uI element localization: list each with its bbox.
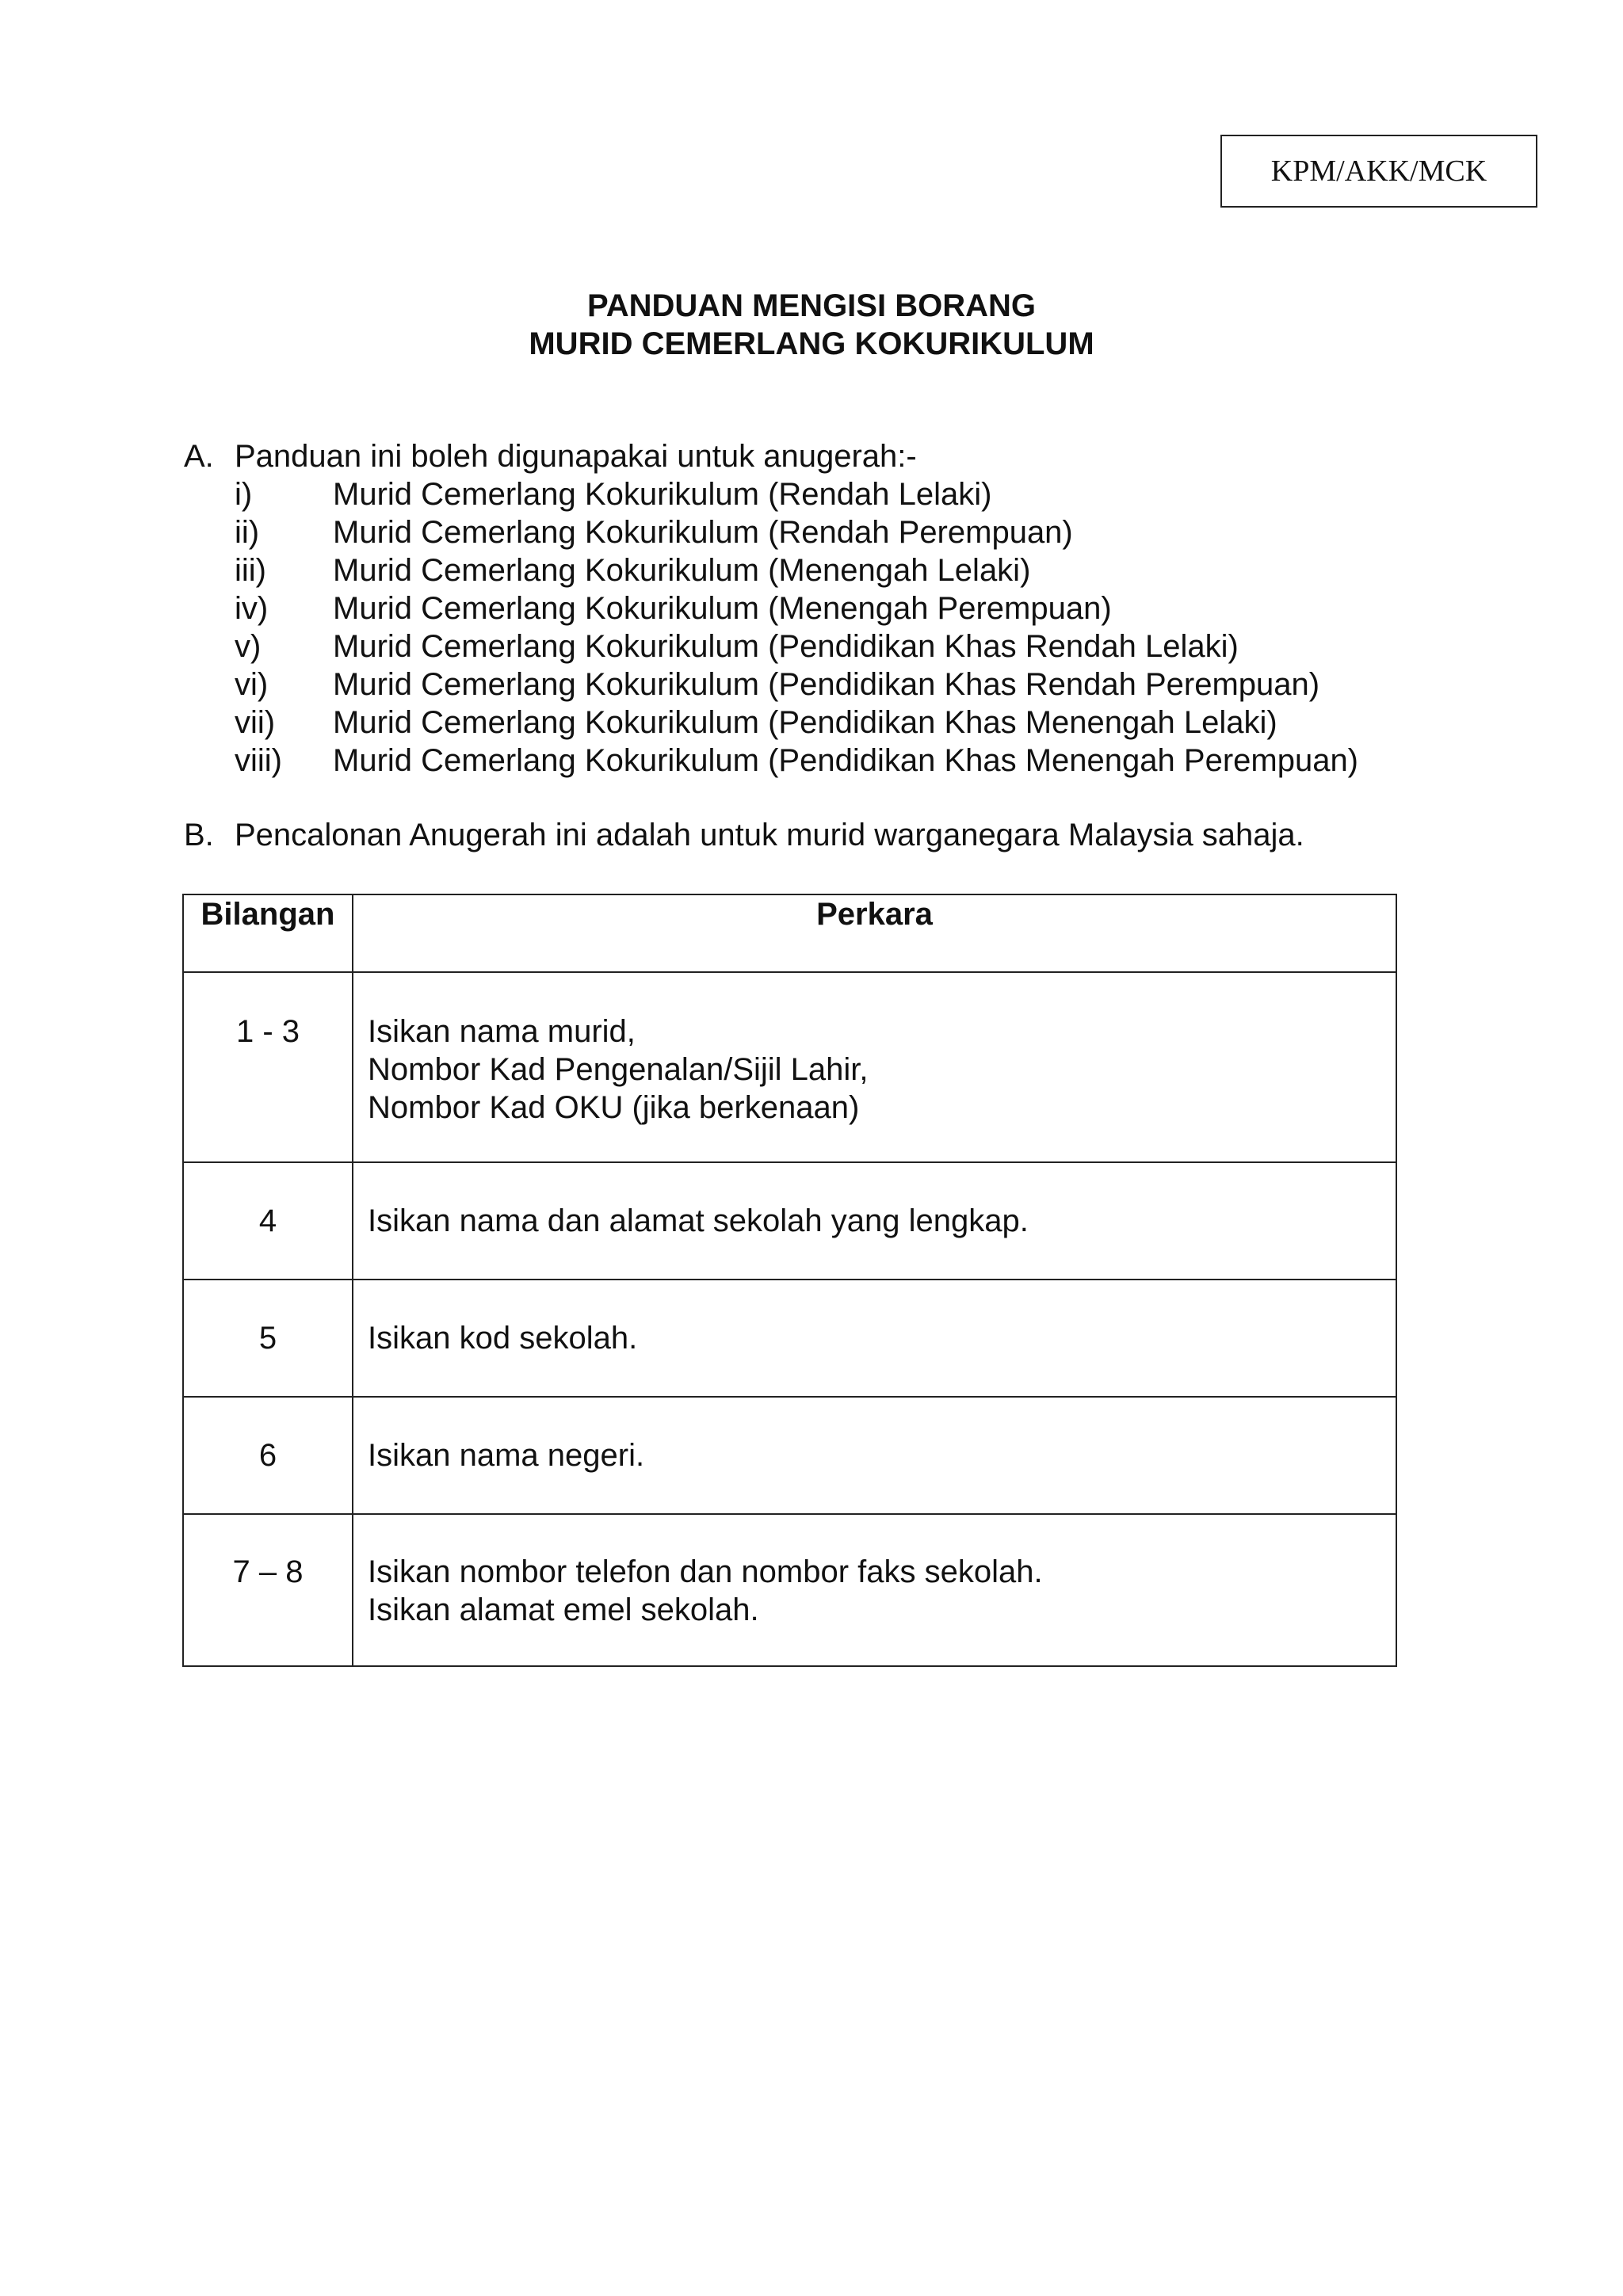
section-a-intro [184, 437, 917, 475]
table-row [183, 1280, 1396, 1397]
section-b [184, 816, 1304, 854]
list-item-number: iv) [235, 591, 269, 626]
list-item [235, 627, 1358, 666]
row-description [353, 1514, 1396, 1666]
list-item-number: i) [235, 477, 253, 512]
list-item-number: iii) [235, 553, 266, 588]
row-description [353, 1162, 1396, 1280]
row-number: 4 [183, 1162, 353, 1280]
row-number: 6 [183, 1397, 353, 1514]
header-bilangan: Bilangan [183, 894, 353, 972]
page-title-line-2: MURID CEMERLANG KOKURIKULUM [529, 326, 1094, 361]
list-item-text: Murid Cemerlang Kokurikulum (Pendidikan Khas Rendah Lelaki) [333, 629, 1239, 664]
list-item-number: v) [235, 629, 262, 664]
list-item [235, 666, 1358, 704]
reference-code-box [1220, 135, 1537, 208]
table-row [183, 1397, 1396, 1514]
row-line: Isikan nama negeri. [368, 1438, 645, 1473]
row-line: Isikan alamat emel sekolah. [368, 1592, 759, 1627]
table-row [183, 1514, 1396, 1666]
row-number: 5 [183, 1280, 353, 1397]
row-line: Isikan nama murid, [368, 1014, 636, 1049]
reference-code: KPM/AKK/MCK [1270, 154, 1487, 188]
list-item [235, 589, 1358, 627]
list-item [235, 475, 1358, 513]
list-item-number: vi) [235, 667, 269, 702]
list-item-text: Murid Cemerlang Kokurikulum (Rendah Perempuan) [333, 515, 1073, 550]
row-number: 7 – 8 [183, 1514, 353, 1666]
list-item-text: Murid Cemerlang Kokurikulum (Pendidikan Khas Menengah Perempuan) [333, 743, 1359, 778]
row-description [353, 1280, 1396, 1397]
row-line: Isikan nombor telefon dan nombor faks sekolah. [368, 1554, 1043, 1589]
list-item-number: viii) [235, 743, 282, 778]
row-number: 1 - 3 [183, 972, 353, 1162]
row-description [353, 972, 1396, 1162]
row-line: Isikan nama dan alamat sekolah yang lengkap. [368, 1203, 1029, 1238]
row-line: Nombor Kad Pengenalan/Sijil Lahir, [368, 1052, 869, 1087]
section-a-intro-text: Panduan ini boleh digunapakai untuk anugerah:- [235, 439, 917, 474]
list-item [235, 513, 1358, 551]
table-row [183, 1162, 1396, 1280]
list-item-text: Murid Cemerlang Kokurikulum (Pendidikan Khas Rendah Perempuan) [333, 667, 1320, 702]
list-item [235, 742, 1358, 780]
list-item-number: vii) [235, 705, 276, 740]
list-item-text: Murid Cemerlang Kokurikulum (Rendah Lelaki) [333, 477, 992, 512]
table-row [183, 972, 1396, 1162]
section-b-text: Pencalonan Anugerah ini adalah untuk murid warganegara Malaysia sahaja. [235, 818, 1304, 852]
list-item-text: Murid Cemerlang Kokurikulum (Menengah Lelaki) [333, 553, 1031, 588]
row-line: Nombor Kad OKU (jika berkenaan) [368, 1090, 860, 1125]
section-a-letter: A. [184, 439, 214, 474]
list-item-number: ii) [235, 515, 260, 550]
page-title-line-1: PANDUAN MENGISI BORANG [587, 288, 1036, 323]
list-item [235, 551, 1358, 589]
table-header-row [183, 894, 1396, 972]
row-line: Isikan kod sekolah. [368, 1321, 638, 1356]
section-b-letter: B. [184, 818, 214, 852]
award-list [235, 475, 1358, 780]
guide-table [182, 894, 1397, 1667]
list-item-text: Murid Cemerlang Kokurikulum (Pendidikan Khas Menengah Lelaki) [333, 705, 1277, 740]
list-item [235, 704, 1358, 742]
header-perkara: Perkara [353, 894, 1396, 972]
list-item-text: Murid Cemerlang Kokurikulum (Menengah Perempuan) [333, 591, 1112, 626]
row-description [353, 1397, 1396, 1514]
